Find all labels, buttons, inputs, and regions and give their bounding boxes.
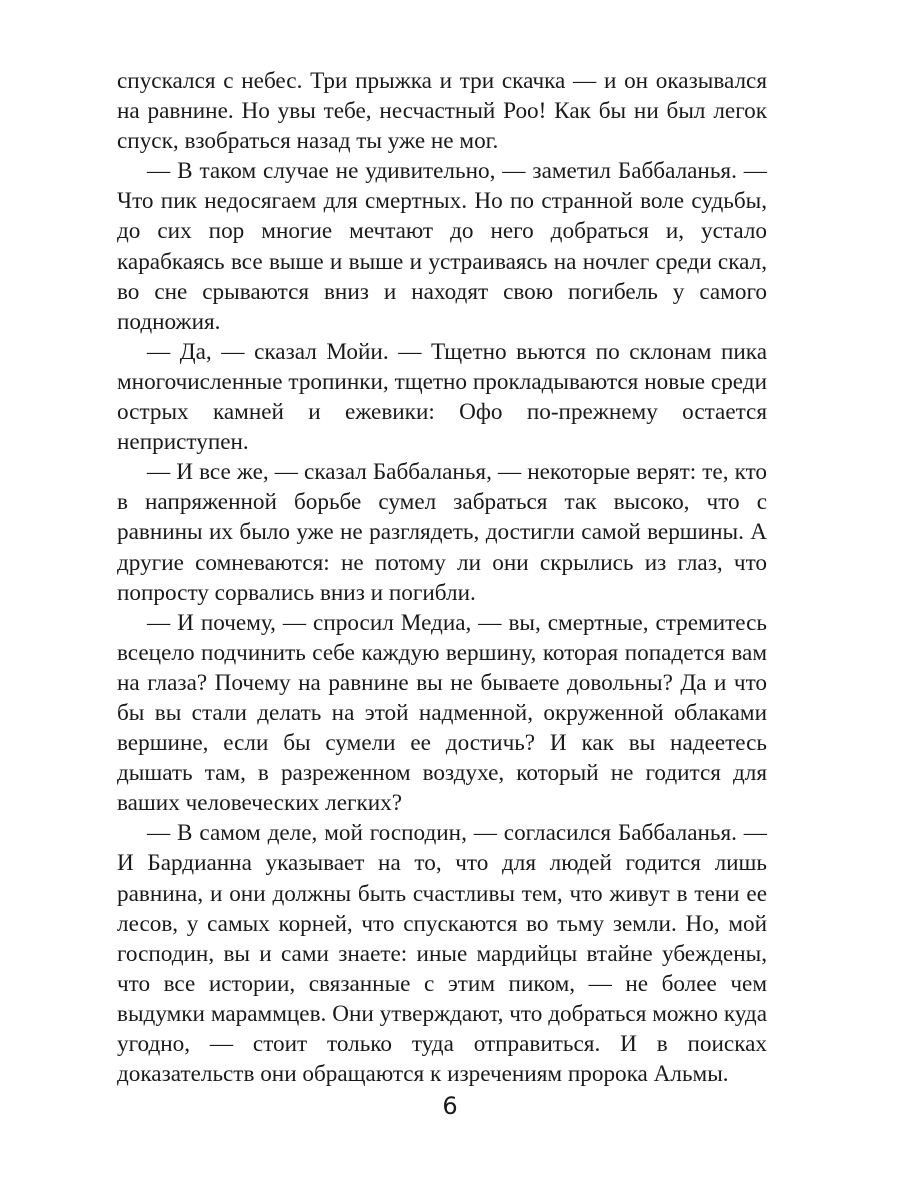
paragraph-5: — И почему, — спросил Медиа, — вы, смертные, стремитесь всецело подчинить себе каждую вершину, которая попадется вам на глаза? Почему на равнине вы не бываете довольны? Да и что бы вы стали делать на этой надменной, окруженной облаками вершине, если бы сумели ее достичь? И как вы надеетесь дышать там, в разреженном воздухе, который не годится для ваших человеческих легких? — [117, 609, 767, 817]
paragraph-1: спускался с небес. Три прыжка и три скачка — и он оказывался на равнине. Но увы тебе, несчастный Роо! Как бы ни был легок спуск, взобраться назад ты уже не мог. — [117, 68, 767, 155]
paragraph-4: — И все же, — сказал Баббаланья, — некоторые верят: те, кто в напряженной борьбе сумел забраться так высоко, что с равнины их было уже не разглядеть, достигли самой вершины. А другие сомневаются: не потому ли они скрылись из глаз, что попросту сорвались вниз и погибли. — [117, 459, 767, 606]
paragraph-6: — В самом деле, мой господин, — согласился Баббаланья. — И Бардианна указывает на то, что для людей годится лишь равнина, и они должны быть счастливы тем, что живут в тени ее лесов, у самых корней, что спускаются во тьму земли. Но, мой господин, вы и сами знаете: иные мардийцы втайне убеждены, что все истории, связанные с этим пиком, — не более чем выдумки мараммцев. Они утверждают, что добраться можно куда угодно, — стоит только туда отправиться. И в поисках доказательств они обращаются к изречениям пророка Альмы. — [117, 820, 767, 1088]
paragraph-3: — Да, — сказал Мойи. — Тщетно вьются по склонам пика многочисленные тропинки, тщетно прокладываются новые среди острых камней и ежевики: Офо по-прежнему остается неприступен. — [117, 338, 767, 456]
body-text — [117, 66, 767, 1089]
page-number: 6 — [442, 1092, 458, 1120]
paragraph-2: — В таком случае не удивительно, — заметил Баббаланья. — Что пик недосягаем для смертных. Но по странной воле судьбы, до сих пор многие мечтают до него добраться и, устало карабкаясь все выше и выше и устраиваясь на ночлег среди скал, во сне срываются вниз и находят свою погибель у самого подножия. — [117, 158, 767, 335]
